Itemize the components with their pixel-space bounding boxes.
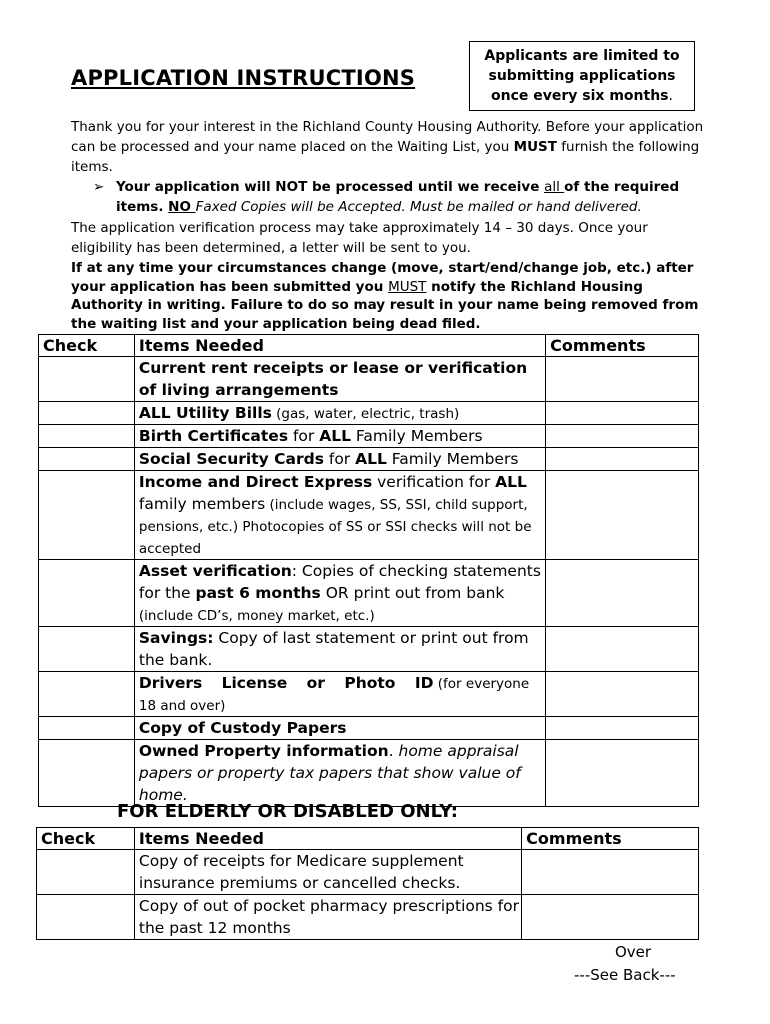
bullet-fax-note: Faxed Copies will be Accepted. Must be mailed or hand delivered. [195, 199, 642, 215]
check-cell[interactable] [39, 627, 135, 672]
item-text: past 6 months [195, 584, 321, 602]
table-row [39, 402, 699, 425]
limit-notice-box [469, 41, 695, 111]
change-warning [71, 259, 711, 333]
elderly-items-table [36, 827, 699, 940]
item-text: (include CD’s, money market, etc.) [138, 608, 375, 624]
see-back-label: ---See Back--- [574, 966, 676, 984]
comments-header: Comments [522, 828, 699, 850]
item-text: Drivers License or Photo ID [138, 674, 434, 692]
item-utility-bills [134, 402, 545, 425]
elderly-disabled-heading: FOR ELDERLY OR DISABLED ONLY: [117, 801, 458, 822]
table-row [39, 357, 699, 402]
table-row [39, 627, 699, 672]
check-cell[interactable] [39, 560, 135, 627]
comments-cell[interactable] [546, 627, 699, 672]
item-text: for [323, 450, 356, 468]
table-row [39, 425, 699, 448]
table-row [39, 560, 699, 627]
intro-paragraph [71, 117, 711, 177]
check-cell[interactable] [39, 425, 135, 448]
check-header: Check [37, 828, 135, 850]
item-custody-papers: Copy of Custody Papers [134, 717, 545, 740]
table-row [39, 717, 699, 740]
check-cell[interactable] [39, 357, 135, 402]
item-text: Birth Certificates [138, 427, 289, 445]
comments-cell[interactable] [546, 471, 699, 560]
table-row [39, 471, 699, 560]
item-text: (for everyone 18 and over) [138, 676, 530, 714]
warning-must: MUST [388, 278, 427, 295]
comments-cell[interactable] [546, 357, 699, 402]
required-items-bullet [93, 177, 703, 217]
item-text: ALL [495, 473, 527, 491]
item-asset-verification [134, 560, 545, 627]
item-owned-property [134, 740, 545, 807]
limit-notice-period: . [668, 88, 673, 104]
item-text: Copy of last statement or print out from the bank. [138, 629, 529, 669]
comments-cell[interactable] [546, 672, 699, 717]
table-header-row [37, 828, 699, 850]
comments-cell[interactable] [546, 740, 699, 807]
table-row [39, 672, 699, 717]
item-savings [134, 627, 545, 672]
item-text: Owned Property information [138, 742, 389, 760]
check-cell[interactable] [37, 895, 135, 940]
items-header: Items Needed [134, 828, 521, 850]
bullet-text-a: Your application will NOT be processed until we receive [116, 179, 545, 195]
over-label: Over [615, 943, 652, 961]
item-text: (include wages, SS, SSI, child support, pensions, etc.) Photocopies of SS or SSI checks will not be accepted [138, 497, 532, 557]
item-social-security-cards [134, 448, 545, 471]
page-title: APPLICATION INSTRUCTIONS [71, 66, 416, 90]
check-cell[interactable] [39, 672, 135, 717]
item-text: . [388, 742, 399, 760]
intro-text: Thank you for your interest in the Richland County Housing Authority. Before your application can be processed and your name placed on the Waiting List, you [71, 119, 704, 155]
item-text: ALL Utility Bills [138, 404, 272, 422]
comments-cell[interactable] [522, 850, 699, 895]
warning-text-a: If at any time your circumstances change (move, start/end/change job, etc.) after your application has been submitted you [71, 260, 694, 295]
comments-header: Comments [546, 335, 699, 357]
intro-text-end: furnish the following items. [71, 139, 700, 175]
bullet-all: all [544, 179, 565, 195]
arrow-bullet-icon: ➢ [93, 179, 105, 195]
check-header: Check [39, 335, 135, 357]
item-rent-receipts: Current rent receipts or lease or verification of living arrangements [134, 357, 545, 402]
comments-cell[interactable] [546, 717, 699, 740]
item-text: Social Security Cards [138, 450, 324, 468]
verification-paragraph: The application verification process may take approximately 14 – 30 days. Once your eligibility has been determined, a letter will be sent to you. [71, 220, 648, 256]
bullet-text-b: of the required items. [116, 179, 680, 215]
item-text: Family Members [386, 450, 519, 468]
table-header-row [39, 335, 699, 357]
item-birth-certificates [134, 425, 545, 448]
table-row [39, 448, 699, 471]
item-text: : Copies of checking statements for the [138, 562, 541, 602]
comments-cell[interactable] [546, 560, 699, 627]
item-photo-id [134, 672, 545, 717]
item-text: for [288, 427, 320, 445]
table-row [37, 895, 699, 940]
check-cell[interactable] [39, 471, 135, 560]
intro-must: MUST [513, 139, 557, 155]
table-row [37, 850, 699, 895]
item-medicare-receipts: Copy of receipts for Medicare supplement insurance premiums or cancelled checks. [134, 850, 521, 895]
item-text: home appraisal papers or property tax papers that show value of home. [138, 742, 521, 804]
item-text: family members [138, 495, 266, 513]
item-text: ALL [355, 450, 387, 468]
item-text: OR print out from bank [320, 584, 505, 602]
item-text: ALL [319, 427, 351, 445]
check-cell[interactable] [39, 448, 135, 471]
item-text: (gas, water, electric, trash) [271, 406, 460, 422]
check-cell[interactable] [39, 740, 135, 807]
item-pharmacy-prescriptions: Copy of out of pocket pharmacy prescriptions for the past 12 months [134, 895, 521, 940]
limit-notice-text: Applicants are limited to submitting applications once every six months [484, 48, 680, 104]
item-text: Asset verification [138, 562, 292, 580]
comments-cell[interactable] [546, 448, 699, 471]
bullet-no: NO [168, 199, 196, 215]
check-cell[interactable] [37, 850, 135, 895]
comments-cell[interactable] [546, 425, 699, 448]
check-cell[interactable] [39, 717, 135, 740]
table-row [39, 740, 699, 807]
item-text: Savings: [138, 629, 214, 647]
item-income-verification [134, 471, 545, 560]
warning-text-b: notify the Richland Housing Authority in writing. Failure to do so may result in your name being removed from the waiting list and your application being dead filed. [71, 278, 699, 332]
item-text: Income and Direct Express [138, 473, 373, 491]
item-text: Family Members [350, 427, 483, 445]
items-header: Items Needed [134, 335, 545, 357]
comments-cell[interactable] [522, 895, 699, 940]
items-needed-table [38, 334, 699, 807]
check-cell[interactable] [39, 402, 135, 425]
comments-cell[interactable] [546, 402, 699, 425]
item-text: verification for [372, 473, 496, 491]
